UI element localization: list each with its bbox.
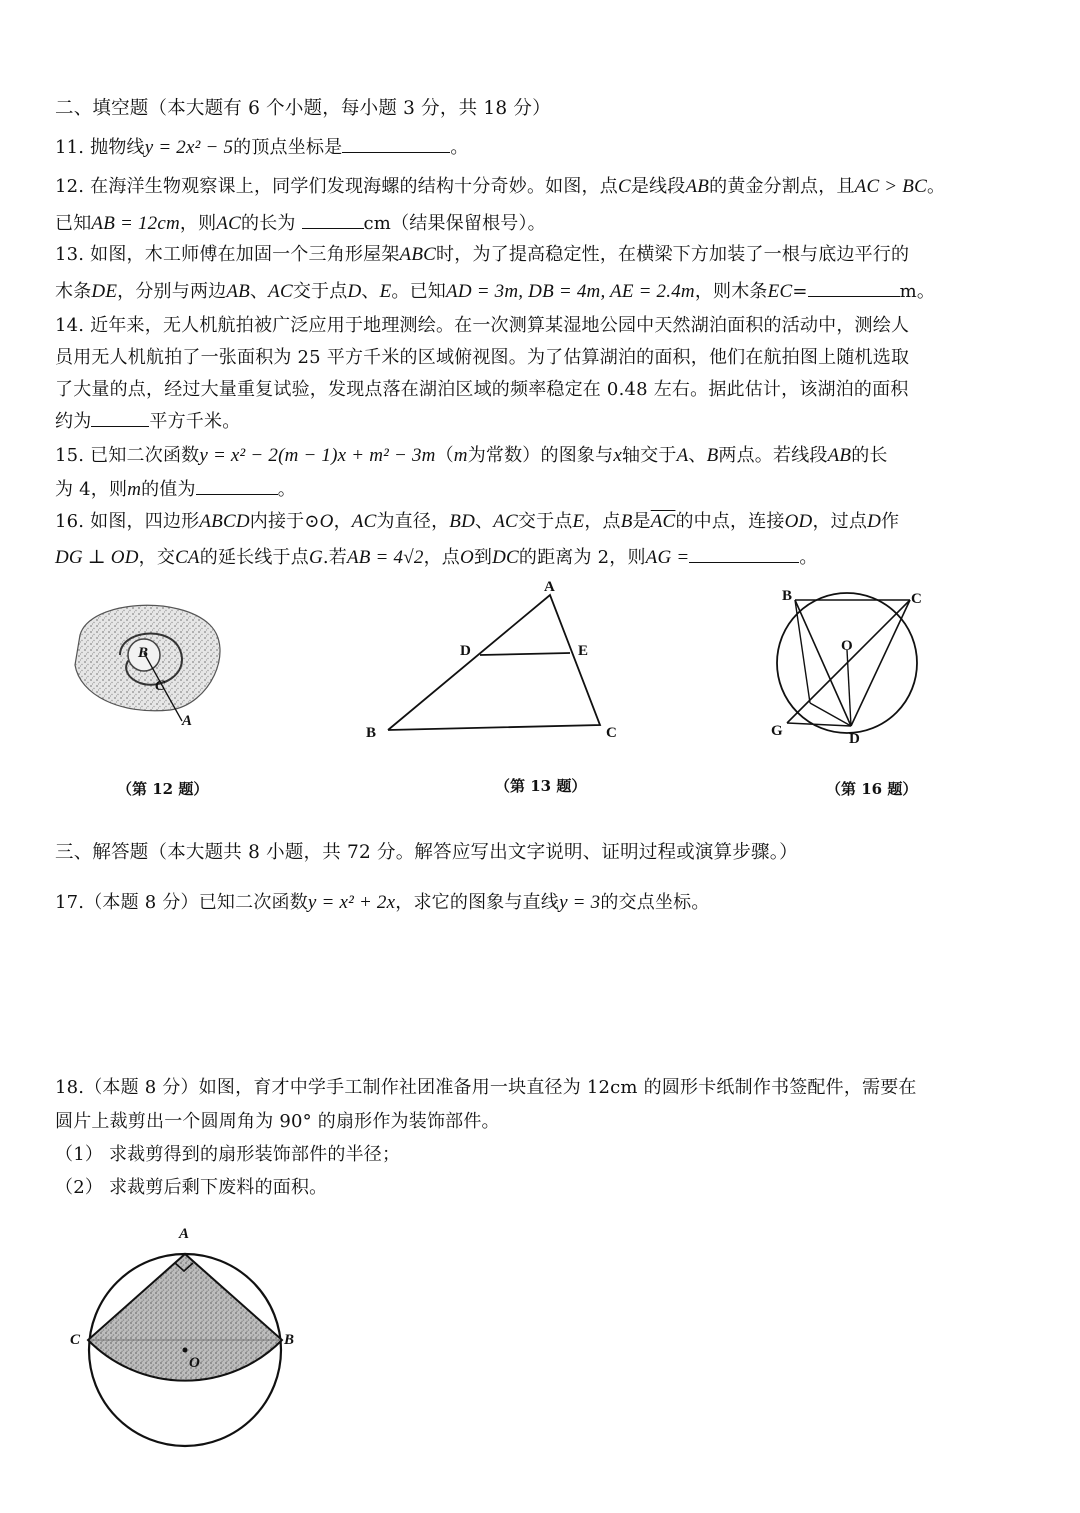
fig18-label-o: O	[189, 1355, 200, 1371]
q13-text: 13. 如图，木工师傅在加固一个三角形屋架	[55, 244, 400, 265]
q12-text: 12. 在海洋生物观察课上，同学们发现海螺的结构十分奇妙。如图，点	[55, 176, 618, 197]
q15-m: m	[453, 445, 468, 466]
q16-text-2: 内接于⊙	[249, 511, 320, 532]
q16-text-5: ，点	[584, 511, 621, 532]
q12-inequality: AC > BC	[854, 176, 927, 197]
q13-point-e: E	[379, 281, 392, 302]
q13-text-5: 交于点	[292, 281, 348, 302]
q17-end: 的交点坐标。	[600, 892, 710, 913]
figure-18-sector	[65, 1222, 305, 1472]
question-13-line-2	[55, 280, 935, 304]
q12-unit: cm（结果保留根号）。	[363, 213, 546, 234]
q16-sep-2: 、	[475, 511, 494, 532]
q16-point-g: G	[308, 547, 323, 568]
fig16-label-c: C	[911, 591, 922, 607]
q16-point-b: B	[620, 511, 633, 532]
q12-text-5: 的长为	[241, 213, 296, 234]
question-15-line-1	[55, 444, 888, 468]
q16-given: AB = 4√2	[347, 547, 424, 568]
fig16-label-o: O	[841, 638, 853, 654]
q16-sep: ，	[333, 511, 352, 532]
fig18-label-a: A	[179, 1226, 190, 1242]
segment-de	[480, 653, 570, 655]
q13-point-d: D	[347, 281, 362, 302]
q12-segment-ab: AB	[685, 176, 710, 197]
q13-text-6: 。已知	[391, 281, 447, 302]
q16-segment-ca: CA	[175, 547, 200, 568]
q15-sep: 、	[688, 445, 707, 466]
q16-text-13: ，点	[423, 547, 460, 568]
q12-point-c: C	[617, 176, 631, 197]
question-13-line-1	[55, 243, 909, 267]
q13-sep: 、	[249, 281, 269, 302]
q15-point-a: A	[676, 445, 689, 466]
q11-expression: y = 2x² − 5	[144, 137, 234, 158]
question-11	[55, 136, 469, 160]
q11-text-post: 的顶点坐标是	[233, 137, 343, 158]
q16-answer-blank[interactable]	[689, 546, 799, 563]
question-14-line-3: 了大量的点，经过大量重复试验，发现点落在湖泊区域的频率稳定在 0.48 左右。据此估计，该湖泊的面积	[55, 379, 909, 400]
q15-text-2: 为常数）的图象与	[467, 445, 614, 466]
fig13-label-c: C	[606, 725, 617, 741]
q15-end: 。	[277, 479, 296, 500]
question-12-line-1	[55, 175, 945, 199]
q16-diameter-ac: AC	[351, 511, 377, 532]
q14-text: 约为	[55, 411, 92, 432]
q12-text-3: 的黄金分割点，且	[709, 176, 855, 197]
q16-end: 。	[799, 547, 818, 568]
center-o-dot	[183, 1348, 188, 1353]
q16-text-15: 的距离为 2，则	[518, 547, 646, 568]
q17-text: 17.（本题 8 分）已知二次函数	[55, 892, 308, 913]
q15-text-6: 为 4，则	[55, 479, 128, 500]
q13-segment-ab: AB	[226, 281, 250, 302]
question-18-line-1: 18.（本题 8 分）如图，育才中学手工制作社团准备用一块直径为 12cm 的圆形卡纸制作书签配件，需要在	[55, 1077, 917, 1098]
q16-text: 16. 如图，四边形	[55, 511, 200, 532]
question-18-part-2: （2） 求裁剪后剩下废料的面积。	[55, 1177, 328, 1198]
q13-segment-de: DE	[91, 281, 118, 302]
fig13-label-a: A	[544, 579, 555, 595]
q13-given: AD = 3m, DB = 4m, AE = 2.4m	[446, 281, 695, 302]
question-16-line-1	[55, 510, 899, 534]
q16-text-11: 的延长线于点	[199, 547, 309, 568]
q16-text-14: 到	[473, 547, 493, 568]
fig13-label-e: E	[578, 643, 589, 659]
q13-text-4: ，分别与两边	[117, 281, 227, 302]
q16-segment-ac: AC	[493, 511, 518, 532]
section-2-heading: 二、填空题（本大题有 6 个小题，每小题 3 分，共 18 分）	[55, 98, 551, 119]
figure-16-circle	[765, 578, 935, 753]
q15-text-7: 的值为	[141, 479, 196, 500]
q12-given: AB = 12cm	[91, 213, 180, 234]
q13-segment-ac: AC	[268, 281, 293, 302]
q15-paren: （	[435, 445, 454, 466]
q13-text-3: 木条	[55, 281, 92, 302]
sector-shape	[88, 1254, 282, 1381]
question-17	[55, 891, 710, 915]
q11-text: 11. 抛物线	[55, 137, 145, 158]
figure-16-caption: （第 16 题）	[826, 780, 918, 798]
q16-ag: AG =	[645, 547, 690, 568]
q15-segment-ab: AB	[827, 445, 852, 466]
q16-point-e: E	[572, 511, 585, 532]
q16-text-3: 为直径，	[376, 511, 450, 532]
q15-text-4: 两点。若线段	[718, 445, 828, 466]
question-14-line-2: 员用无人机航拍了一张面积为 25 平方千米的区域俯视图。为了估算湖泊的面积，他们在航拍图上随机选取	[55, 347, 910, 368]
q13-unit: m。	[899, 281, 936, 302]
q15-text-3: 轴交于	[621, 445, 677, 466]
q12-answer-blank[interactable]	[302, 212, 364, 229]
q16-point-o: O	[459, 547, 474, 568]
q12-end: 。	[926, 176, 946, 197]
q13-triangle-abc: ABC	[399, 244, 437, 265]
q16-text-10: ，交	[138, 547, 176, 568]
q11-end: 。	[450, 137, 469, 158]
q16-segment-od: OD	[784, 511, 813, 532]
q12-text-2: 是线段	[630, 176, 686, 197]
fig13-label-d: D	[460, 643, 471, 659]
q16-circle-o: O	[319, 511, 334, 532]
q16-text-6: 是	[632, 511, 651, 532]
q15-expression: y = x² − 2(m − 1)x + m² − 3m	[199, 445, 436, 466]
fig16-label-b: B	[782, 588, 793, 604]
q16-arc-ac: $\overline{AC}$	[650, 511, 676, 532]
q16-segment-dc: DC	[492, 547, 519, 568]
q15-answer-blank[interactable]	[196, 478, 278, 495]
q15-x: x	[613, 445, 622, 466]
q11-answer-blank[interactable]	[342, 136, 450, 153]
triangle-abc	[388, 595, 600, 730]
figure-13-triangle	[360, 575, 630, 750]
fig12-label-b: B	[138, 645, 149, 661]
q16-text-12: .若	[322, 547, 347, 568]
q16-text-4: 交于点	[517, 511, 573, 532]
q13-segment-ec: EC	[767, 281, 793, 302]
q13-answer-blank[interactable]	[808, 280, 900, 297]
segment-ca-extended	[787, 600, 910, 723]
fig18-label-c: C	[70, 1332, 81, 1348]
fig13-label-b: B	[366, 725, 377, 741]
figure-12-caption: （第 12 题）	[117, 780, 209, 798]
figure-13-caption: （第 13 题）	[495, 777, 587, 795]
q13-text-2: 时，为了提高稳定性，在横梁下方加装了一根与底边平行的	[436, 244, 910, 265]
q16-text-8: ，过点	[812, 511, 868, 532]
q17-text-2: ，求它的图象与直线	[395, 892, 560, 913]
question-15-line-2	[55, 478, 296, 502]
q16-point-d: D	[867, 511, 882, 532]
question-14-line-1: 14. 近年来，无人机航拍被广泛应用于地理测绘。在一次测算某湿地公园中天然湖泊面积的活动中，测绘人	[55, 315, 910, 336]
q14-text-2: 平方千米。	[149, 411, 241, 432]
question-14-line-4	[55, 410, 240, 434]
question-12-line-2	[55, 212, 546, 236]
question-18-part-1: （1） 求裁剪得到的扇形装饰部件的半径；	[55, 1144, 401, 1165]
q16-text-7: 的中点，连接	[675, 511, 785, 532]
q13-sep-2: 、	[361, 281, 380, 302]
q17-expression: y = x² + 2x	[307, 892, 396, 913]
segment-ad	[810, 703, 851, 726]
fig16-label-d: D	[849, 731, 860, 747]
question-16-line-2	[55, 546, 818, 570]
q12-segment-ac: AC	[216, 213, 241, 234]
section-3-heading: 三、解答题（本大题共 8 小题，共 72 分。解答应写出文字说明、证明过程或演算步骤。）	[55, 842, 798, 863]
q12-text-4: ，则	[179, 213, 217, 234]
segment-gd	[787, 723, 851, 726]
fig12-label-c: C	[155, 678, 166, 694]
q12-known: 已知	[55, 213, 92, 234]
figure-12-conch-shell	[60, 595, 240, 735]
q15-text-5: 的长	[851, 445, 888, 466]
q15-m-2: m	[127, 479, 142, 500]
fig18-label-b: B	[284, 1332, 295, 1348]
q13-eq: =	[792, 281, 808, 302]
q16-perpendicular: DG ⊥ OD	[55, 547, 139, 568]
fig16-label-g: G	[771, 723, 783, 739]
question-18-line-2: 圆片上裁剪出一个圆周角为 90° 的扇形作为装饰部件。	[55, 1111, 500, 1132]
q16-segment-bd: BD	[449, 511, 476, 532]
q16-quad-abcd: ABCD	[199, 511, 250, 532]
fig12-label-a: A	[182, 713, 193, 729]
q17-line-eq: y = 3	[559, 892, 601, 913]
q15-text: 15. 已知二次函数	[55, 445, 200, 466]
q15-point-b: B	[706, 445, 719, 466]
q14-answer-blank[interactable]	[91, 410, 149, 427]
q13-text-7: ，则木条	[694, 281, 768, 302]
q16-text-9: 作	[881, 511, 900, 532]
